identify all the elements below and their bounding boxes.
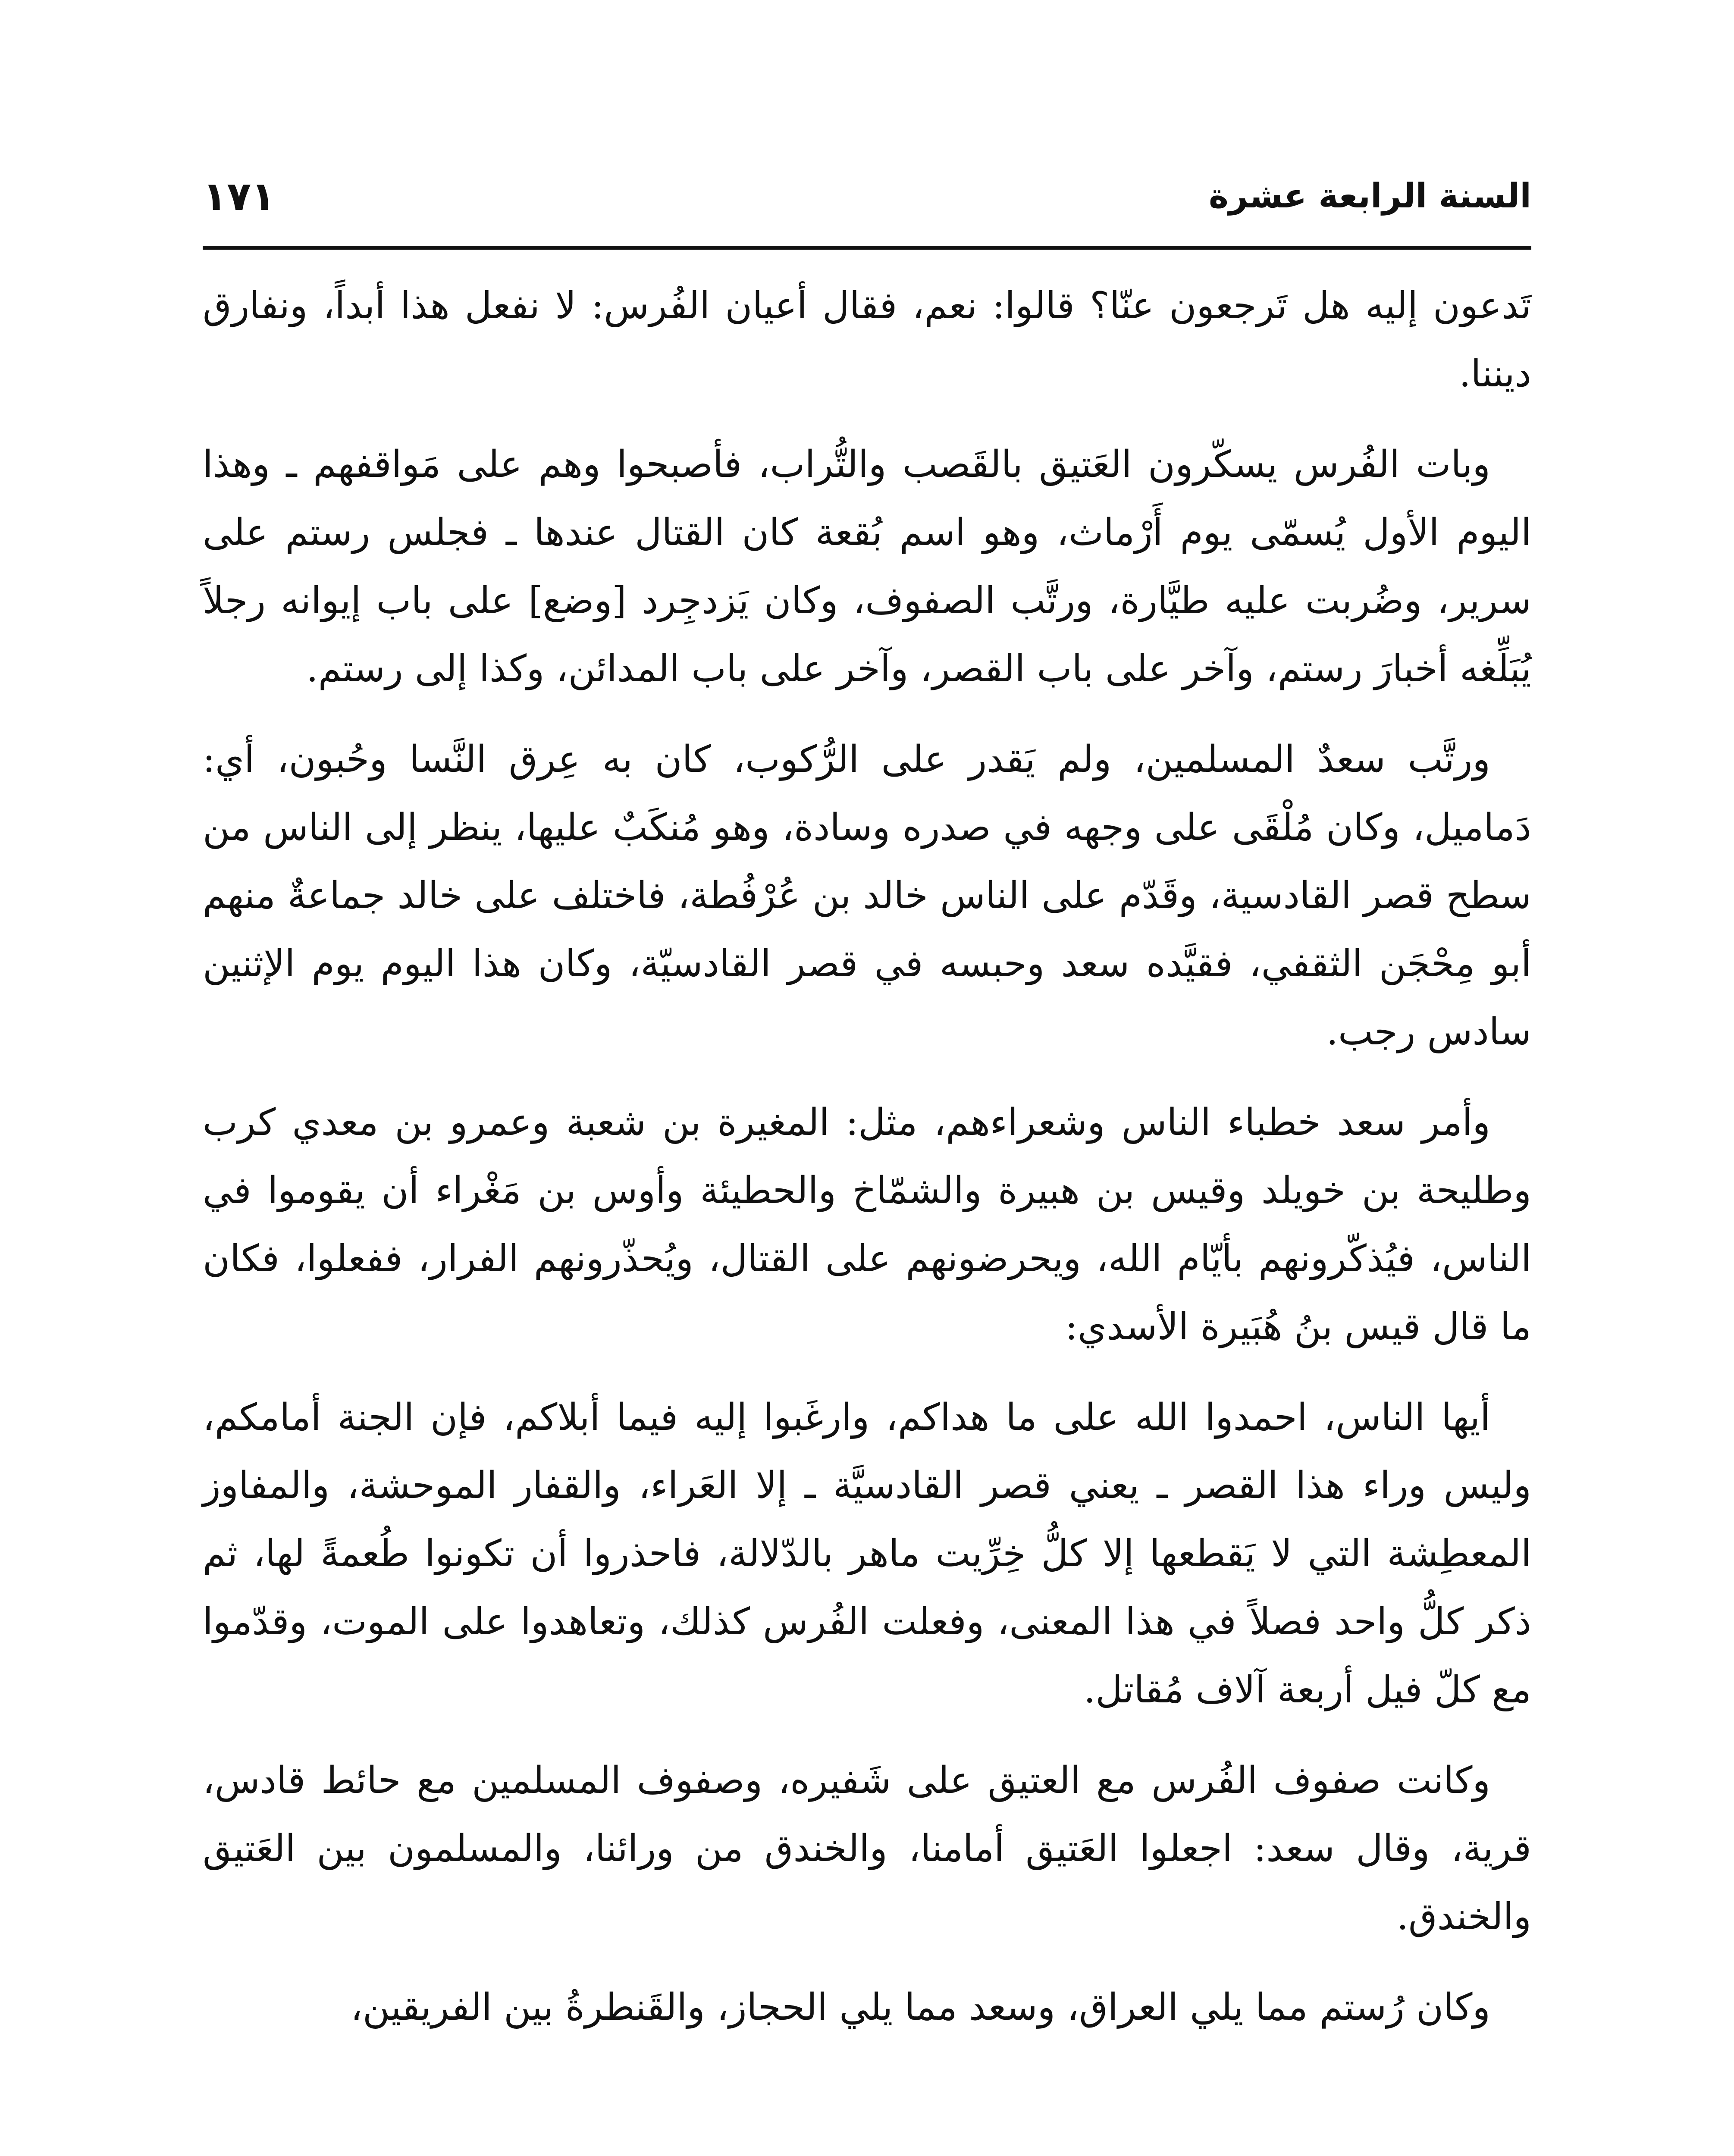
running-header: [203, 155, 1531, 237]
header-divider: [203, 246, 1531, 250]
paragraph: وبات الفُرس يسكّرون العَتيق بالقَصب والتُّراب، فأصبحوا وهم على مَواقفهم ـ وهذا اليوم الأول يُسمّى يوم أَرْماث، وهو اسم بُقعة كان القتال عندها ـ فجلس رستم على سرير، وضُربت عليه طيَّارة، ورتَّب الصفوف، وكان يَزدجِرد [وضع] على باب إيوانه رجلاً يُبَلِّغه أخبارَ رستم، وآخر على باب القصر، وآخر على باب المدائن، وكذا إلى رستم.: [203, 443, 1531, 690]
paragraph: تَدعون إليه هل تَرجعون عنّا؟ قالوا: نعم، فقال أعيان الفُرس: لا نفعل هذا أبداً، ونفارق ديننا.: [203, 284, 1531, 395]
paragraph: أيها الناس، احمدوا الله على ما هداكم، وارغَبوا إليه فيما أبلاكم، فإن الجنة أمامكم، وليس وراء هذا القصر ـ يعني قصر القادسيَّة ـ إلا العَراء، والقفار الموحشة، والمفاوز المعطِشة التي لا يَقطعها إلا كلُّ خِرِّيت ماهر بالدّلالة، فاحذروا أن تكونوا طُعمةً لها، ثم ذكر كلُّ واحد فصلاً في هذا المعنى، وفعلت الفُرس كذلك، وتعاهدوا على الموت، وقدّموا مع كلّ فيل أربعة آلاف مُقاتل.: [203, 1396, 1531, 1711]
running-title: السنة الرابعة عشرة: [1209, 177, 1531, 216]
paragraph: وأمر سعد خطباء الناس وشعراءهم، مثل: المغيرة بن شعبة وعمرو بن معدي كرب وطليحة بن خويلد وقيس بن هبيرة والشمّاخ والحطيئة وأوس بن مَغْراء أن يقوموا في الناس، فيُذكّرونهم بأيّام الله، ويحرضونهم على القتال، ويُحذّرونهم الفرار، ففعلوا، فكان ما قال قيس بنُ هُبَيرة الأسدي:: [203, 1101, 1531, 1348]
paragraph: ورتَّب سعدٌ المسلمين، ولم يَقدر على الرُّكوب، كان به عِرق النَّسا وحُبون، أي: دَماميل، وكان مُلْقَى على وجهه في صدره وسادة، وهو مُنكَبٌ عليها، ينظر إلى الناس من سطح قصر القادسية، وقَدّم على الناس خالد بن عُرْفُطة، فاختلف على خالد جماعةٌ منهم أبو مِحْجَن الثقفي، فقيَّده سعد وحبسه في قصر القادسيّة، وكان هذا اليوم يوم الإثنين سادس رجب.: [203, 738, 1531, 1053]
page-body: [203, 272, 1531, 2156]
paragraph: وكان رُستم مما يلي العراق، وسعد مما يلي الحجاز، والقَنطرةُ بين الفريقين،: [351, 1986, 1490, 2029]
page-number: ١٧١: [203, 173, 276, 219]
paragraph: وكانت صفوف الفُرس مع العتيق على شَفيره، وصفوف المسلمين مع حائط قادس، قرية، وقال سعد: اجعلوا العَتيق أمامنا، والخندق من ورائنا، والمسلمون بين العَتيق والخندق.: [203, 1759, 1531, 1938]
